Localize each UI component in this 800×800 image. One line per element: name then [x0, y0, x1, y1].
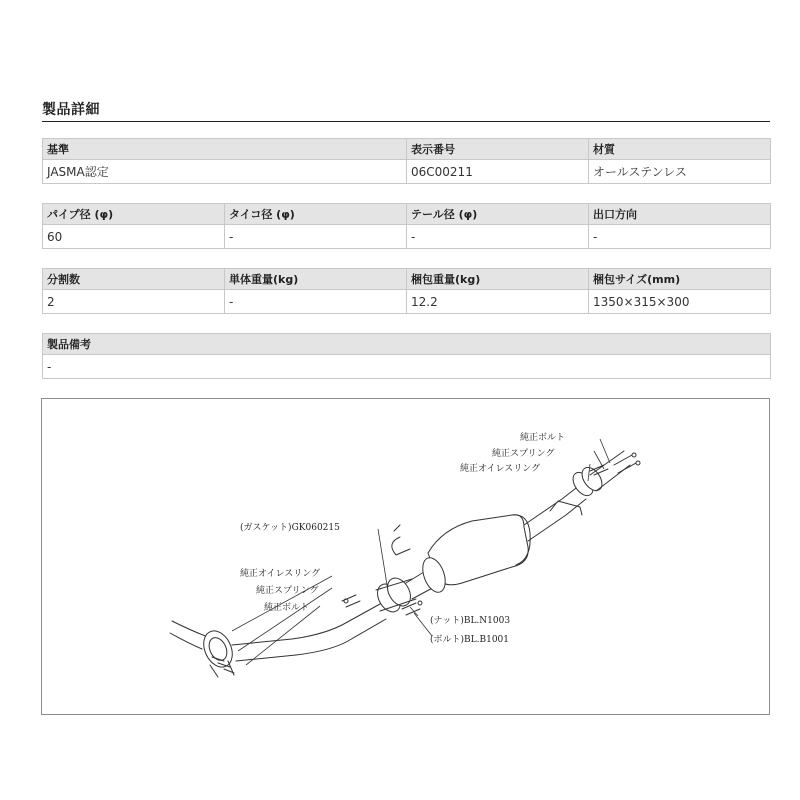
value-tail-diameter: - [407, 225, 589, 249]
header-unit-weight: 単体重量(kg) [225, 269, 407, 290]
header-product-remarks: 製品備考 [43, 334, 771, 355]
value-package-weight: 12.2 [407, 290, 589, 314]
callout-front-oilless-ring: 純正オイレスリング [240, 569, 321, 579]
spec-table-diameters [42, 203, 771, 249]
callout-gasket: (ガスケット)GK060215 [240, 523, 340, 533]
callout-rear-oilless-ring: 純正オイレスリング [460, 464, 541, 474]
value-standard: JASMA認定 [43, 160, 407, 184]
table-row [43, 160, 771, 184]
value-silencer-diameter: - [225, 225, 407, 249]
value-product-remarks: - [43, 355, 771, 379]
value-pipe-diameter: 60 [43, 225, 225, 249]
value-display-number: 06C00211 [407, 160, 589, 184]
header-package-size: 梱包サイズ(mm) [589, 269, 771, 290]
table-header-row [43, 204, 771, 225]
value-exit-direction: - [589, 225, 771, 249]
header-material: 材質 [589, 139, 771, 160]
title-divider [42, 121, 770, 122]
spec-table-weights [42, 268, 771, 314]
table-header-row [43, 269, 771, 290]
spec-table-standard [42, 138, 771, 184]
page-title: 製品詳細 [42, 102, 100, 118]
header-pipe-diameter: パイプ径 (φ) [43, 204, 225, 225]
callout-nut: (ナット)BL.N1003 [430, 616, 511, 626]
spec-table-remarks [42, 333, 771, 379]
value-unit-weight: - [225, 290, 407, 314]
value-package-size: 1350×315×300 [589, 290, 771, 314]
value-split-count: 2 [43, 290, 225, 314]
table-header-row [43, 139, 771, 160]
exhaust-installation-diagram [41, 398, 770, 715]
callout-front-spring: 純正スプリング [256, 586, 319, 596]
header-display-number: 表示番号 [407, 139, 589, 160]
table-row [43, 355, 771, 379]
header-tail-diameter: テール径 (φ) [407, 204, 589, 225]
header-exit-direction: 出口方向 [589, 204, 771, 225]
callout-rear-spring: 純正スプリング [492, 449, 555, 459]
table-header-row [43, 334, 771, 355]
header-split-count: 分割数 [43, 269, 225, 290]
exhaust-system-drawing [42, 399, 769, 714]
value-material: オールステンレス [589, 160, 771, 184]
table-row [43, 290, 771, 314]
callout-bolt: (ボルト)BL.B1001 [430, 635, 509, 645]
header-standard: 基準 [43, 139, 407, 160]
callout-front-bolt: 純正ボルト [264, 603, 310, 613]
header-silencer-diameter: タイコ径 (φ) [225, 204, 407, 225]
table-row [43, 225, 771, 249]
callout-rear-bolt: 純正ボルト [520, 433, 566, 443]
header-package-weight: 梱包重量(kg) [407, 269, 589, 290]
